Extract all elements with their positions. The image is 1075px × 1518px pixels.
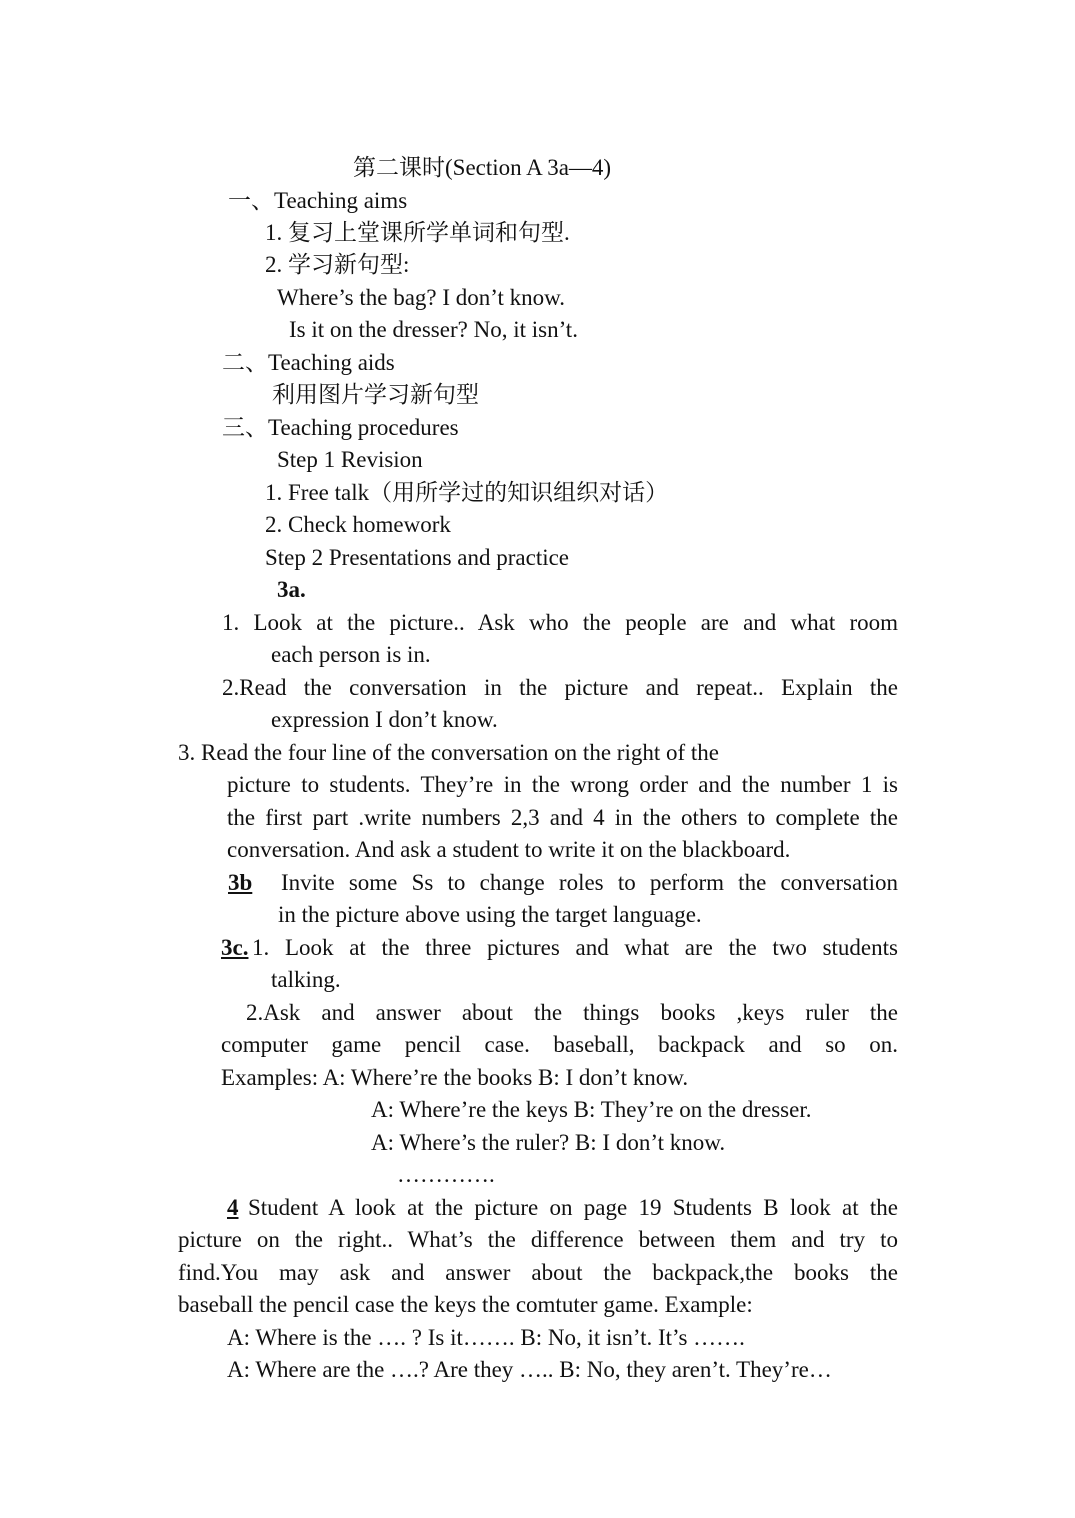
3c-step-1-line-2: talking. [271, 967, 341, 992]
3c-example-1: Examples: A: Where’re the books B: I don’t know. [221, 1065, 689, 1090]
step-1-item-1: 1. Free talk（用所学过的知识组织对话） [265, 480, 669, 505]
page-title: 第二课时(Section A 3a—4) [353, 155, 612, 180]
4-line-3: find.You may ask and answer about the backpack,the books the [178, 1260, 898, 1285]
3a-step-3-line-3: the first part .write numbers 2,3 and 4 in the others to complete the [227, 805, 898, 830]
aims-sentence-2: Is it on the dresser? No, it isn’t. [289, 317, 578, 342]
3c-example-3: A: Where’s the ruler? B: I don’t know. [371, 1130, 726, 1155]
3c-step-1-line-1: 1. Look at the three pictures and what are the two students [252, 935, 898, 960]
label-4: 4 [227, 1195, 239, 1220]
3a-step-2-line-2: expression I don’t know. [271, 707, 498, 732]
aims-item-1: 1. 复习上堂课所学单词和句型. [265, 220, 570, 245]
aims-item-2: 2. 学习新句型: [265, 252, 410, 277]
procedures-heading: 三、Teaching procedures [222, 415, 459, 440]
4-example-1: A: Where is the …. ? Is it……. B: No, it isn’t. It’s ……. [227, 1325, 745, 1350]
4-example-2: A: Where are the ….? Are they ….. B: No, they aren’t. They’re… [227, 1357, 832, 1382]
4-line-2: picture on the right.. What’s the difference between them and try to [178, 1227, 898, 1252]
aids-heading: 二、Teaching aids [222, 350, 395, 375]
3a-step-2-line-1: 2.Read the conversation in the picture and repeat.. Explain the [222, 675, 898, 700]
4-line-4: baseball the pencil case the keys the comtuter game. Example: [178, 1292, 753, 1317]
3c-ellipsis: …………. [397, 1162, 495, 1187]
label-3c: 3c. [221, 935, 249, 960]
step-1-item-2: 2. Check homework [265, 512, 451, 537]
aims-heading: 一、Teaching aims [228, 188, 408, 213]
label-3a: 3a. [277, 577, 306, 602]
3c-step-2-line-2: computer game pencil case. baseball, backpack and so on. [221, 1032, 898, 1057]
aids-text: 利用图片学习新句型 [272, 382, 479, 407]
3a-step-3-line-2: picture to students. They’re in the wrong order and the number 1 is [227, 772, 898, 797]
3c-step-2-line-1: 2.Ask and answer about the things books ,keys ruler the [246, 1000, 898, 1025]
3a-step-3-line-4: conversation. And ask a student to write it on the blackboard. [227, 837, 791, 862]
3a-step-3-line-1: 3. Read the four line of the conversation on the right of the [178, 740, 719, 765]
4-line-1: Student A look at the picture on page 19 Students B look at the [248, 1195, 898, 1220]
label-3b: 3b [228, 870, 253, 895]
3b-line-1: Invite some Ss to change roles to perform the conversation [281, 870, 898, 895]
step-1-heading: Step 1 Revision [277, 447, 423, 472]
3b-line-2: in the picture above using the target language. [278, 902, 702, 927]
aims-sentence-1: Where’s the bag? I don’t know. [277, 285, 566, 310]
step-2-heading: Step 2 Presentations and practice [265, 545, 570, 570]
3c-example-2: A: Where’re the keys B: They’re on the dresser. [371, 1097, 812, 1122]
3a-step-1-line-1: 1. Look at the picture.. Ask who the people are and what room [222, 610, 898, 635]
3a-step-1-line-2: each person is in. [271, 642, 431, 667]
